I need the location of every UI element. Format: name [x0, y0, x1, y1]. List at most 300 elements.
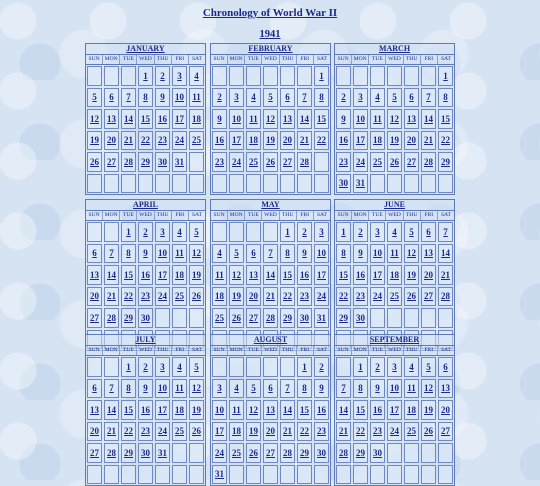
weekday-label: WED: [137, 55, 154, 64]
day-link[interactable]: 19: [263, 131, 278, 151]
day-link[interactable]: 13: [104, 109, 119, 129]
day-link[interactable]: 24: [314, 287, 329, 307]
day-link[interactable]: 6: [87, 244, 102, 264]
day-link[interactable]: 4: [246, 88, 261, 108]
day-link[interactable]: 11: [404, 379, 419, 399]
day-link[interactable]: 28: [438, 287, 453, 307]
day-link[interactable]: 16: [314, 400, 329, 420]
day-link[interactable]: 29: [138, 152, 153, 172]
day-link[interactable]: 23: [353, 287, 368, 307]
day-link[interactable]: 15: [138, 109, 153, 129]
day-link[interactable]: 4: [172, 222, 187, 242]
month-name-link[interactable]: JULY: [86, 335, 205, 346]
day-link[interactable]: 26: [189, 422, 204, 442]
day-link[interactable]: 2: [336, 88, 351, 108]
day-link[interactable]: 28: [104, 443, 119, 463]
day-link[interactable]: 2: [155, 66, 170, 86]
day-link[interactable]: 5: [189, 222, 204, 242]
day-link[interactable]: 2: [138, 357, 153, 377]
day-link[interactable]: 18: [246, 131, 261, 151]
day-link[interactable]: 14: [438, 244, 453, 264]
day-link[interactable]: 7: [438, 222, 453, 242]
day-link[interactable]: 11: [172, 379, 187, 399]
empty-day-cell: [263, 66, 278, 86]
day-link[interactable]: 7: [104, 379, 119, 399]
day-link[interactable]: 1: [280, 222, 295, 242]
empty-day-cell: [421, 443, 436, 463]
day-link[interactable]: 29: [121, 443, 136, 463]
day-link[interactable]: 27: [246, 308, 261, 328]
day-link[interactable]: 30: [336, 174, 351, 194]
day-link[interactable]: 19: [87, 131, 102, 151]
day-link[interactable]: 14: [297, 109, 312, 129]
day-link[interactable]: 28: [280, 443, 295, 463]
day-link[interactable]: 22: [353, 422, 368, 442]
weekday-label: FRI: [421, 55, 438, 64]
day-link[interactable]: 12: [87, 109, 102, 129]
day-link[interactable]: 12: [404, 244, 419, 264]
day-link[interactable]: 23: [314, 422, 329, 442]
month-name-link[interactable]: FEBRUARY: [211, 44, 330, 55]
day-link[interactable]: 10: [155, 244, 170, 264]
day-link[interactable]: 29: [121, 308, 136, 328]
day-link[interactable]: 1: [336, 222, 351, 242]
day-link[interactable]: 26: [189, 287, 204, 307]
day-link[interactable]: 28: [421, 152, 436, 172]
day-link[interactable]: 16: [336, 131, 351, 151]
day-link[interactable]: 10: [212, 400, 227, 420]
day-link[interactable]: 4: [172, 357, 187, 377]
day-link[interactable]: 24: [212, 443, 227, 463]
day-link[interactable]: 15: [353, 400, 368, 420]
day-link[interactable]: 27: [421, 287, 436, 307]
day-link[interactable]: 5: [189, 357, 204, 377]
day-link[interactable]: 17: [353, 131, 368, 151]
day-link[interactable]: 3: [370, 222, 385, 242]
day-link[interactable]: 18: [189, 109, 204, 129]
day-link[interactable]: 29: [280, 308, 295, 328]
weekday-header: [86, 55, 205, 65]
day-link[interactable]: 18: [212, 287, 227, 307]
day-link[interactable]: 18: [404, 400, 419, 420]
day-link[interactable]: 3: [229, 88, 244, 108]
day-link[interactable]: 7: [297, 88, 312, 108]
day-link[interactable]: 5: [404, 222, 419, 242]
day-link[interactable]: 9: [155, 88, 170, 108]
day-link[interactable]: 11: [229, 400, 244, 420]
day-link[interactable]: 20: [280, 131, 295, 151]
day-link[interactable]: 23: [370, 422, 385, 442]
empty-day-cell: [104, 357, 119, 377]
day-link[interactable]: 24: [155, 422, 170, 442]
empty-day-cell: [246, 222, 261, 242]
day-link[interactable]: 3: [212, 379, 227, 399]
day-link[interactable]: 22: [438, 131, 453, 151]
day-link[interactable]: 26: [263, 152, 278, 172]
empty-day-cell: [404, 308, 419, 328]
day-link[interactable]: 23: [155, 131, 170, 151]
day-link[interactable]: 28: [104, 308, 119, 328]
day-link[interactable]: 25: [212, 308, 227, 328]
day-link[interactable]: 30: [138, 443, 153, 463]
day-link[interactable]: 24: [229, 152, 244, 172]
day-link[interactable]: 13: [280, 109, 295, 129]
day-link[interactable]: 1: [314, 66, 329, 86]
day-link[interactable]: 26: [246, 443, 261, 463]
day-link[interactable]: 17: [387, 400, 402, 420]
day-link[interactable]: 19: [246, 422, 261, 442]
weekday-label: THU: [404, 346, 421, 355]
day-link[interactable]: 9: [370, 379, 385, 399]
day-link[interactable]: 22: [138, 131, 153, 151]
empty-day-cell: [421, 465, 436, 485]
day-link[interactable]: 20: [421, 265, 436, 285]
day-link[interactable]: 18: [172, 265, 187, 285]
day-link[interactable]: 10: [155, 379, 170, 399]
month-name-link[interactable]: MARCH: [335, 44, 454, 55]
day-link[interactable]: 11: [212, 265, 227, 285]
empty-day-cell: [212, 66, 227, 86]
day-link[interactable]: 28: [121, 152, 136, 172]
day-link[interactable]: 11: [387, 244, 402, 264]
day-link[interactable]: 15: [314, 109, 329, 129]
day-link[interactable]: 5: [421, 357, 436, 377]
day-link[interactable]: 22: [297, 422, 312, 442]
day-link[interactable]: 3: [353, 88, 368, 108]
day-link[interactable]: 1: [121, 222, 136, 242]
day-link[interactable]: 24: [172, 131, 187, 151]
day-link[interactable]: 8: [121, 244, 136, 264]
day-link[interactable]: 27: [404, 152, 419, 172]
day-link[interactable]: 10: [172, 88, 187, 108]
day-link[interactable]: 12: [246, 400, 261, 420]
day-link[interactable]: 6: [104, 88, 119, 108]
day-link[interactable]: 6: [246, 244, 261, 264]
day-link[interactable]: 1: [297, 357, 312, 377]
day-link[interactable]: 30: [155, 152, 170, 172]
day-link[interactable]: 3: [387, 357, 402, 377]
day-link[interactable]: 31: [172, 152, 187, 172]
day-link[interactable]: 23: [212, 152, 227, 172]
month-july: [85, 334, 206, 486]
day-link[interactable]: 29: [438, 152, 453, 172]
month-name-link[interactable]: SEPTEMBER: [335, 335, 454, 346]
day-link[interactable]: 21: [104, 287, 119, 307]
day-link[interactable]: 31: [353, 174, 368, 194]
day-link[interactable]: 4: [387, 222, 402, 242]
day-link[interactable]: 8: [353, 379, 368, 399]
day-link[interactable]: 1: [138, 66, 153, 86]
day-link[interactable]: 11: [246, 109, 261, 129]
day-link[interactable]: 18: [229, 422, 244, 442]
day-link[interactable]: 19: [189, 265, 204, 285]
day-link[interactable]: 22: [336, 287, 351, 307]
day-link[interactable]: 26: [421, 422, 436, 442]
day-link[interactable]: 9: [314, 379, 329, 399]
day-link[interactable]: 1: [438, 66, 453, 86]
day-link[interactable]: 16: [353, 265, 368, 285]
day-link[interactable]: 4: [370, 88, 385, 108]
day-link[interactable]: 2: [212, 88, 227, 108]
day-link[interactable]: 10: [387, 379, 402, 399]
day-link[interactable]: 14: [336, 400, 351, 420]
day-link[interactable]: 13: [438, 379, 453, 399]
day-link[interactable]: 8: [438, 88, 453, 108]
day-link[interactable]: 15: [438, 109, 453, 129]
day-link[interactable]: 13: [87, 265, 102, 285]
day-link[interactable]: 24: [155, 287, 170, 307]
day-link[interactable]: 29: [353, 443, 368, 463]
day-link[interactable]: 25: [189, 131, 204, 151]
day-link[interactable]: 25: [229, 443, 244, 463]
day-link[interactable]: 6: [87, 379, 102, 399]
day-link[interactable]: 7: [121, 88, 136, 108]
day-link[interactable]: 24: [370, 287, 385, 307]
day-link[interactable]: 20: [438, 400, 453, 420]
day-link[interactable]: 23: [138, 287, 153, 307]
day-link[interactable]: 22: [314, 131, 329, 151]
day-link[interactable]: 20: [246, 287, 261, 307]
day-link[interactable]: 12: [263, 109, 278, 129]
day-link[interactable]: 23: [336, 152, 351, 172]
day-link[interactable]: 20: [104, 131, 119, 151]
day-link[interactable]: 20: [87, 287, 102, 307]
day-link[interactable]: 21: [121, 131, 136, 151]
day-link[interactable]: 13: [87, 400, 102, 420]
day-link[interactable]: 30: [353, 308, 368, 328]
day-link[interactable]: 9: [138, 379, 153, 399]
day-link[interactable]: 26: [229, 308, 244, 328]
day-link[interactable]: 17: [155, 265, 170, 285]
day-link[interactable]: 13: [404, 109, 419, 129]
day-link[interactable]: 21: [297, 131, 312, 151]
day-link[interactable]: 23: [138, 422, 153, 442]
day-link[interactable]: 26: [387, 152, 402, 172]
day-link[interactable]: 9: [138, 244, 153, 264]
day-link[interactable]: 2: [138, 222, 153, 242]
day-link[interactable]: 7: [421, 88, 436, 108]
day-link[interactable]: 26: [404, 287, 419, 307]
day-link[interactable]: 4: [212, 244, 227, 264]
day-link[interactable]: 3: [155, 222, 170, 242]
day-link[interactable]: 13: [246, 265, 261, 285]
day-link[interactable]: 18: [172, 400, 187, 420]
day-link[interactable]: 1: [353, 357, 368, 377]
day-link[interactable]: 21: [336, 422, 351, 442]
day-link[interactable]: 21: [104, 422, 119, 442]
day-link[interactable]: 17: [314, 265, 329, 285]
month-name-link[interactable]: JUNE: [335, 200, 454, 211]
day-link[interactable]: 31: [314, 308, 329, 328]
day-link[interactable]: 27: [87, 443, 102, 463]
day-link[interactable]: 17: [229, 131, 244, 151]
month-name-link[interactable]: JANUARY: [86, 44, 205, 55]
weekday-label: MON: [103, 211, 120, 220]
day-link[interactable]: 28: [336, 443, 351, 463]
day-link[interactable]: 14: [263, 265, 278, 285]
day-link[interactable]: 7: [280, 379, 295, 399]
day-link[interactable]: 20: [263, 422, 278, 442]
day-link[interactable]: 30: [297, 308, 312, 328]
day-link[interactable]: 19: [189, 400, 204, 420]
day-link[interactable]: 8: [314, 88, 329, 108]
day-link[interactable]: 11: [370, 109, 385, 129]
day-link[interactable]: 21: [263, 287, 278, 307]
day-link[interactable]: 20: [404, 131, 419, 151]
day-link[interactable]: 1: [121, 357, 136, 377]
day-link[interactable]: 9: [336, 109, 351, 129]
day-link[interactable]: 10: [229, 109, 244, 129]
day-link[interactable]: 4: [189, 66, 204, 86]
day-link[interactable]: 22: [280, 287, 295, 307]
day-link[interactable]: 6: [438, 357, 453, 377]
day-link[interactable]: 17: [212, 422, 227, 442]
day-link[interactable]: 11: [189, 88, 204, 108]
day-link[interactable]: 5: [229, 244, 244, 264]
day-link[interactable]: 4: [229, 379, 244, 399]
day-link[interactable]: 3: [155, 357, 170, 377]
day-link[interactable]: 17: [172, 109, 187, 129]
day-link[interactable]: 14: [104, 265, 119, 285]
day-link[interactable]: 11: [172, 244, 187, 264]
empty-day-cell: [314, 465, 329, 485]
day-link[interactable]: 14: [280, 400, 295, 420]
day-link[interactable]: 19: [404, 265, 419, 285]
day-link[interactable]: 5: [387, 88, 402, 108]
day-link[interactable]: 16: [212, 131, 227, 151]
day-link[interactable]: 13: [421, 244, 436, 264]
page-title-link[interactable]: Chronology of World War II: [202, 7, 338, 19]
day-link[interactable]: 24: [387, 422, 402, 442]
day-link[interactable]: 12: [229, 265, 244, 285]
day-link[interactable]: 28: [263, 308, 278, 328]
day-link[interactable]: 19: [229, 287, 244, 307]
day-link[interactable]: 2: [297, 222, 312, 242]
day-link[interactable]: 3: [172, 66, 187, 86]
day-link[interactable]: 23: [297, 287, 312, 307]
day-link[interactable]: 13: [263, 400, 278, 420]
day-link[interactable]: 30: [314, 443, 329, 463]
day-link[interactable]: 9: [212, 109, 227, 129]
day-link[interactable]: 8: [121, 379, 136, 399]
day-link[interactable]: 8: [336, 244, 351, 264]
day-link[interactable]: 12: [189, 379, 204, 399]
day-link[interactable]: 8: [297, 379, 312, 399]
day-link[interactable]: 27: [263, 443, 278, 463]
day-link[interactable]: 30: [138, 308, 153, 328]
day-link[interactable]: 10: [370, 244, 385, 264]
day-link[interactable]: 12: [387, 109, 402, 129]
day-link[interactable]: 24: [353, 152, 368, 172]
day-link[interactable]: 19: [387, 131, 402, 151]
day-link[interactable]: 6: [421, 222, 436, 242]
month-name-link[interactable]: AUGUST: [211, 335, 330, 346]
day-link[interactable]: 22: [121, 287, 136, 307]
day-link[interactable]: 27: [438, 422, 453, 442]
day-link[interactable]: 27: [87, 308, 102, 328]
day-link[interactable]: 30: [370, 443, 385, 463]
day-link[interactable]: 6: [263, 379, 278, 399]
day-link[interactable]: 16: [370, 400, 385, 420]
day-link[interactable]: 27: [104, 152, 119, 172]
day-link[interactable]: 16: [297, 265, 312, 285]
day-link[interactable]: 18: [387, 265, 402, 285]
day-link[interactable]: 29: [297, 443, 312, 463]
day-link[interactable]: 14: [421, 109, 436, 129]
day-link[interactable]: 15: [121, 265, 136, 285]
day-link[interactable]: 28: [297, 152, 312, 172]
day-link[interactable]: 26: [87, 152, 102, 172]
day-link[interactable]: 3: [314, 222, 329, 242]
day-link[interactable]: 9: [353, 244, 368, 264]
day-link[interactable]: 25: [172, 287, 187, 307]
month-name-link[interactable]: APRIL: [86, 200, 205, 211]
day-link[interactable]: 18: [370, 131, 385, 151]
day-link[interactable]: 21: [421, 131, 436, 151]
day-link[interactable]: 16: [155, 109, 170, 129]
day-link[interactable]: 27: [280, 152, 295, 172]
day-link[interactable]: 7: [104, 244, 119, 264]
day-link[interactable]: 22: [121, 422, 136, 442]
day-link[interactable]: 10: [314, 244, 329, 264]
day-link[interactable]: 8: [280, 244, 295, 264]
month-name-link[interactable]: MAY: [211, 200, 330, 211]
day-link[interactable]: 12: [421, 379, 436, 399]
day-link[interactable]: 25: [246, 152, 261, 172]
day-link[interactable]: 25: [370, 152, 385, 172]
day-link[interactable]: 31: [155, 443, 170, 463]
day-link[interactable]: 10: [353, 109, 368, 129]
day-link[interactable]: 8: [138, 88, 153, 108]
day-link[interactable]: 2: [314, 357, 329, 377]
day-link[interactable]: 12: [189, 244, 204, 264]
day-link[interactable]: 15: [336, 265, 351, 285]
day-link[interactable]: 17: [370, 265, 385, 285]
day-link[interactable]: 29: [336, 308, 351, 328]
day-link[interactable]: 14: [104, 400, 119, 420]
day-link[interactable]: 4: [404, 357, 419, 377]
empty-day-cell: [189, 152, 204, 172]
day-link[interactable]: 5: [246, 379, 261, 399]
day-link[interactable]: 6: [280, 88, 295, 108]
day-link[interactable]: 25: [404, 422, 419, 442]
day-link[interactable]: 7: [263, 244, 278, 264]
day-link[interactable]: 9: [297, 244, 312, 264]
day-link[interactable]: 6: [404, 88, 419, 108]
day-link[interactable]: 2: [353, 222, 368, 242]
day-link[interactable]: 21: [438, 265, 453, 285]
day-link[interactable]: 16: [138, 265, 153, 285]
day-link[interactable]: 31: [212, 465, 227, 485]
day-link[interactable]: 15: [297, 400, 312, 420]
day-link[interactable]: 7: [336, 379, 351, 399]
weekday-label: TUE: [245, 346, 262, 355]
day-link[interactable]: 15: [280, 265, 295, 285]
day-link[interactable]: 14: [121, 109, 136, 129]
day-link[interactable]: 5: [263, 88, 278, 108]
day-link[interactable]: 16: [138, 400, 153, 420]
day-link[interactable]: 25: [387, 287, 402, 307]
day-link[interactable]: 5: [87, 88, 102, 108]
day-link[interactable]: 17: [155, 400, 170, 420]
year-link[interactable]: 1941: [259, 29, 281, 40]
day-link[interactable]: 15: [121, 400, 136, 420]
day-link[interactable]: 21: [280, 422, 295, 442]
day-link[interactable]: 2: [370, 357, 385, 377]
day-link[interactable]: 19: [421, 400, 436, 420]
day-link[interactable]: 25: [172, 422, 187, 442]
day-link[interactable]: 20: [87, 422, 102, 442]
